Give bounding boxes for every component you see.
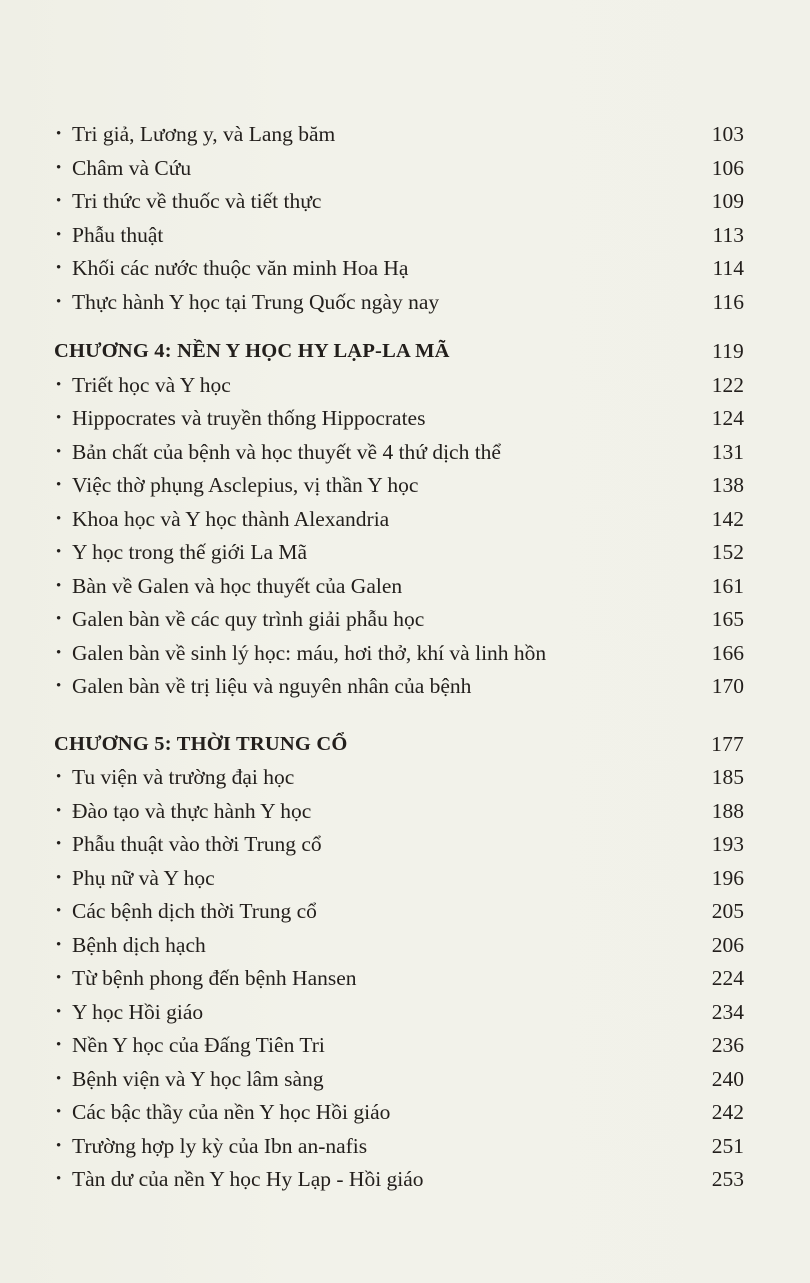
toc-entry — [54, 1096, 744, 1130]
entry-title: Bệnh viện và Y học lâm sàng — [72, 1066, 324, 1091]
bullet-icon: • — [56, 443, 62, 460]
entry-page: 188 — [711, 798, 744, 823]
entry-page: 251 — [711, 1133, 744, 1158]
bullet-icon: • — [56, 510, 62, 527]
toc-entry — [54, 286, 744, 320]
bullet-icon: • — [56, 226, 62, 243]
toc-entry — [54, 1130, 744, 1164]
toc-entry — [54, 219, 744, 253]
bullet-icon: • — [56, 126, 62, 143]
entry-title: Y học trong thế giới La Mã — [72, 540, 308, 565]
toc-entry — [54, 402, 744, 436]
toc-entry — [54, 369, 744, 403]
entry-page: 131 — [711, 439, 744, 464]
bullet-icon: • — [56, 769, 62, 786]
entry-page: 193 — [711, 832, 744, 857]
entry-page: 253 — [711, 1167, 744, 1192]
entry-page: 236 — [711, 1033, 744, 1058]
bullet-icon: • — [56, 611, 62, 628]
entry-page: 224 — [711, 966, 744, 991]
toc-entry — [54, 637, 744, 671]
entry-title: Phụ nữ và Y học — [72, 865, 215, 890]
entry-title: Phẫu thuật vào thời Trung cổ — [72, 832, 322, 857]
entry-title: Từ bệnh phong đến bệnh Hansen — [72, 966, 357, 991]
section-spacer — [54, 704, 744, 728]
bullet-icon: • — [56, 678, 62, 695]
entry-title: Tu viện và trường đại học — [72, 765, 295, 790]
entry-title: Bản chất của bệnh và học thuyết về 4 thứ dịch thể — [72, 439, 501, 464]
entry-title: Y học Hồi giáo — [72, 999, 204, 1024]
bullet-icon: • — [56, 936, 62, 953]
bullet-icon: • — [56, 1104, 62, 1121]
entry-title: Galen bàn về trị liệu và nguyên nhân của bệnh — [72, 674, 472, 699]
bullet-icon: • — [56, 869, 62, 886]
entry-title: Galen bàn về sinh lý học: máu, hơi thở, khí và linh hồn — [72, 640, 547, 665]
bullet-icon: • — [56, 1037, 62, 1054]
entry-page: 166 — [711, 640, 744, 665]
bullet-icon: • — [56, 410, 62, 427]
entry-page: 205 — [711, 899, 744, 924]
toc-entry — [54, 1063, 744, 1097]
entry-title: Các bệnh dịch thời Trung cổ — [72, 899, 317, 924]
entry-page: 106 — [711, 155, 744, 180]
entry-page: 152 — [711, 540, 744, 565]
entry-page: 196 — [711, 865, 744, 890]
bullet-icon: • — [56, 970, 62, 987]
entry-page: 185 — [711, 765, 744, 790]
entry-title: Galen bàn về các quy trình giải phẫu học — [72, 607, 425, 632]
bullet-icon: • — [56, 802, 62, 819]
entry-page: 170 — [711, 674, 744, 699]
toc-entry — [54, 795, 744, 829]
bullet-icon: • — [56, 1137, 62, 1154]
toc-entry — [54, 503, 744, 537]
entry-page: 114 — [712, 256, 744, 281]
toc-entry — [54, 252, 744, 286]
entry-page: 242 — [711, 1100, 744, 1125]
bullet-icon: • — [56, 1171, 62, 1188]
entry-title: Thực hành Y học tại Trung Quốc ngày nay — [72, 289, 440, 314]
entry-title: Trường hợp ly kỳ của Ibn an-nafis — [72, 1133, 368, 1158]
chapter-page: 177 — [711, 731, 744, 756]
entry-title: Việc thờ phụng Asclepius, vị thần Y học — [72, 473, 419, 498]
toc-chapter-5 — [54, 728, 744, 1197]
bullet-icon: • — [56, 193, 62, 210]
chapter-page: 119 — [711, 339, 744, 364]
entry-page: 165 — [711, 607, 744, 632]
entry-page: 206 — [711, 932, 744, 957]
toc-entry — [54, 761, 744, 795]
entry-page: 234 — [711, 999, 744, 1024]
bullet-icon: • — [56, 644, 62, 661]
bullet-icon: • — [56, 577, 62, 594]
entry-title: Khối các nước thuộc văn minh Hoa Hạ — [72, 256, 409, 281]
toc-entry — [54, 895, 744, 929]
chapter-heading — [54, 728, 744, 762]
entry-title: Hippocrates và truyền thống Hippocrates — [72, 406, 426, 431]
toc-entry — [54, 862, 744, 896]
entry-page: 109 — [711, 189, 744, 214]
toc-entry — [54, 185, 744, 219]
entry-title: Khoa học và Y học thành Alexandria — [72, 506, 390, 531]
entry-page: 116 — [712, 289, 744, 314]
toc-section-a — [54, 118, 744, 319]
entry-title: Phẫu thuật — [72, 222, 164, 247]
entry-page: 138 — [711, 473, 744, 498]
bullet-icon: • — [56, 159, 62, 176]
toc-chapter-4 — [54, 335, 744, 704]
bullet-icon: • — [56, 903, 62, 920]
entry-title: Đào tạo và thực hành Y học — [72, 798, 312, 823]
bullet-icon: • — [56, 260, 62, 277]
entry-title: Tri thức về thuốc và tiết thực — [72, 189, 322, 214]
toc-entry — [54, 118, 744, 152]
table-of-contents — [54, 118, 744, 1197]
entry-page: 161 — [711, 573, 744, 598]
chapter-title: CHƯƠNG 5: THỜI TRUNG CỔ — [54, 732, 348, 755]
bullet-icon: • — [56, 376, 62, 393]
toc-entry — [54, 962, 744, 996]
entry-title: Triết học và Y học — [72, 372, 231, 397]
bullet-icon: • — [56, 293, 62, 310]
entry-title: Châm và Cứu — [72, 155, 192, 180]
toc-entry — [54, 828, 744, 862]
toc-entry — [54, 670, 744, 704]
toc-entry — [54, 929, 744, 963]
entry-title: Bệnh dịch hạch — [72, 932, 206, 957]
bullet-icon: • — [56, 477, 62, 494]
toc-entry — [54, 152, 744, 186]
toc-entry — [54, 603, 744, 637]
entry-page: 124 — [711, 406, 744, 431]
entry-page: 103 — [711, 122, 744, 147]
entry-title: Nền Y học của Đấng Tiên Tri — [72, 1033, 325, 1058]
entry-page: 142 — [711, 506, 744, 531]
entry-page: 240 — [711, 1066, 744, 1091]
entry-title: Các bậc thầy của nền Y học Hồi giáo — [72, 1100, 391, 1125]
section-spacer — [54, 319, 744, 335]
entry-page: 122 — [711, 372, 744, 397]
toc-entry — [54, 1163, 744, 1197]
bullet-icon: • — [56, 544, 62, 561]
toc-entry — [54, 536, 744, 570]
entry-page: 113 — [712, 222, 744, 247]
bullet-icon: • — [56, 1070, 62, 1087]
toc-entry — [54, 436, 744, 470]
chapter-heading — [54, 335, 744, 369]
toc-entry — [54, 469, 744, 503]
bullet-icon: • — [56, 836, 62, 853]
toc-entry — [54, 1029, 744, 1063]
entry-title: Tàn dư của nền Y học Hy Lạp - Hồi giáo — [72, 1167, 424, 1192]
bullet-icon: • — [56, 1003, 62, 1020]
toc-entry — [54, 570, 744, 604]
entry-title: Tri giả, Lương y, và Lang băm — [72, 122, 336, 147]
entry-title: Bàn về Galen và học thuyết của Galen — [72, 573, 403, 598]
toc-entry — [54, 996, 744, 1030]
chapter-title: CHƯƠNG 4: NỀN Y HỌC HY LẠP-LA MÃ — [54, 340, 450, 363]
